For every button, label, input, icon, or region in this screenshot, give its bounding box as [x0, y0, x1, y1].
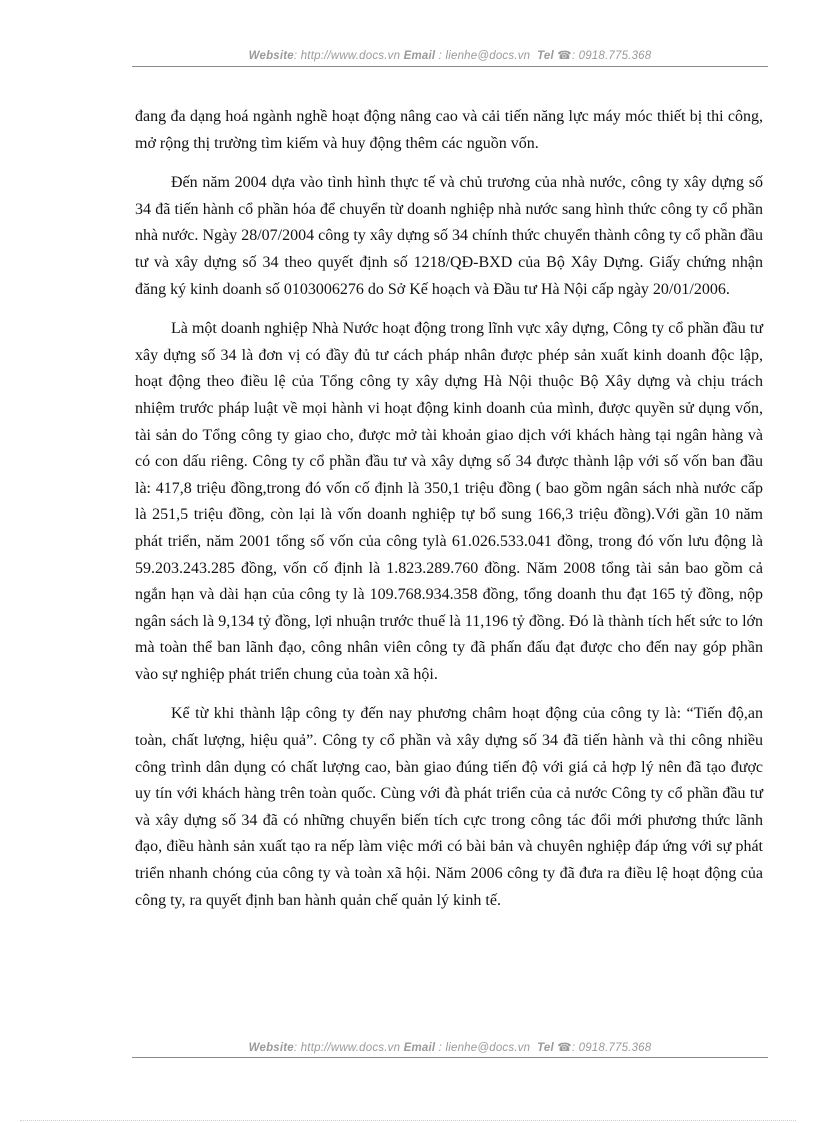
page-bottom-edge [20, 1120, 796, 1121]
header-website-label: Website [248, 50, 294, 62]
paragraph-3: Là một doanh nghiệp Nhà Nước hoạt động trong lĩnh vực xây dựng, Công ty cổ phần đầu tư xây dựng số 34 là đơn vị có đầy đủ tư cách pháp nhân được phép sản xuất kinh doanh độc lập, hoạt động theo điều lệ của Tổng công ty xây dựng Hà Nội thuộc Bộ Xây dựng và chịu trách nhiệm trước pháp luật về mọi hành vi hoạt động kinh doanh của mình, được quyền sử dụng vốn, tài sản do Tổng công ty giao cho, được mở tài khoản giao dịch với khách hàng tại ngân hàng và có con dấu riêng. Công ty cổ phần đầu tư và xây dựng số 34 được thành lập với số vốn ban đầu là: 417,8 triệu đồng,trong đó vốn cố định là 350,1 triệu đồng ( bao gồm ngân sách nhà nước cấp là 251,5 triệu đồng, còn lại là vốn doanh nghiệp tự bổ sung 166,3 triệu đồng).Với gần 10 năm phát triển, năm 2001 tổng số vốn của công tylà 61.026.533.041 đồng, trong đó vốn lưu động là 59.203.243.285 đồng, vốn cố định là 1.823.289.760 đồng. Năm 2008 tổng tài sản bao gồm cả ngắn hạn và dài hạn của công ty là 109.768.934.358 đồng, tổng doanh thu đạt 165 tỷ đồng, nộp ngân sách là 9,134 tỷ đồng, lợi nhuận trước thuế là 11,196 tỷ đồng. Đó là thành tích hết sức to lớn mà toàn thể ban lãnh đạo, công nhân viên công ty đã phấn đấu đạt được cho đến nay góp phần vào sự nghiệp phát triển chung của toàn xã hội. [135, 320, 763, 683]
footer-website-label: Website [248, 1042, 294, 1054]
paragraph-1: đang đa dạng hoá ngành nghề hoạt động nâng cao và cải tiến năng lực máy móc thiết bị thi công, mở rộng thị trường tìm kiếm và huy động thêm các nguồn vốn. [135, 108, 763, 152]
header-tel-label: Tel [537, 50, 554, 62]
footer-email-label: Email [403, 1042, 436, 1054]
header-email-value[interactable]: : lienhe@docs.vn [435, 50, 531, 62]
footer-website-url[interactable]: : http://www.docs.vn [293, 1042, 401, 1054]
header-tel-value: : 0918.775.368 [571, 50, 652, 62]
header-email-label: Email [403, 50, 436, 62]
footer-email-value[interactable]: : lienhe@docs.vn [435, 1042, 531, 1054]
document-body [135, 104, 763, 927]
paragraph-2: Đến năm 2004 dựa vào tình hình thực tế và chủ trương của nhà nước, công ty xây dựng số 34 đã tiến hành cổ phần hóa để chuyển từ doanh nghiệp nhà nước sang hình thức công ty cổ phần nhà nước. Ngày 28/07/2004 công ty xây dựng số 34 chính thức chuyển thành công ty cổ phần đầu tư và xây dựng số 34 theo quyết định số 1218/QĐ-BXD của Bộ Xây Dựng. Giấy chứng nhận đăng ký kinh doanh số 0103006276 do Sở Kế hoạch và Đầu tư Hà Nội cấp ngày 20/01/2006. [135, 174, 763, 298]
header-divider [132, 66, 768, 67]
footer-divider [132, 1057, 768, 1058]
page-footer [132, 1040, 768, 1054]
footer-tel-label: Tel [537, 1042, 554, 1054]
phone-icon: ☎ [557, 50, 572, 62]
phone-icon: ☎ [557, 1042, 572, 1054]
footer-tel-value: : 0918.775.368 [571, 1042, 652, 1054]
paragraph-4: Kể từ khi thành lập công ty đến nay phương châm hoạt động của công ty là: “Tiến độ,an toàn, chất lượng, hiệu quả”. Công ty cổ phần và xây dựng số 34 đã tiến hành và thi công nhiều công trình dân dụng có chất lượng cao, bàn giao đúng tiến độ với giá cả hợp lý nên đã tạo được uy tín với khách hàng trên toàn quốc. Cùng với đà phát triển của cả nước Công ty cổ phần đầu tư và xây dựng số 34 đã có những chuyển biến tích cực trong công tác đổi mới phương thức lãnh đạo, điều hành sản xuất tạo ra nếp làm việc mới có bài bản và chuyên nghiệp đáp ứng với sự phát triển nhanh chóng của công ty và toàn xã hội. Năm 2006 công ty đã đưa ra điều lệ hoạt động của công ty, ra quyết định ban hành quản chế quản lý kinh tế. [135, 705, 763, 909]
page-header [132, 48, 768, 62]
header-website-url[interactable]: : http://www.docs.vn [293, 50, 401, 62]
